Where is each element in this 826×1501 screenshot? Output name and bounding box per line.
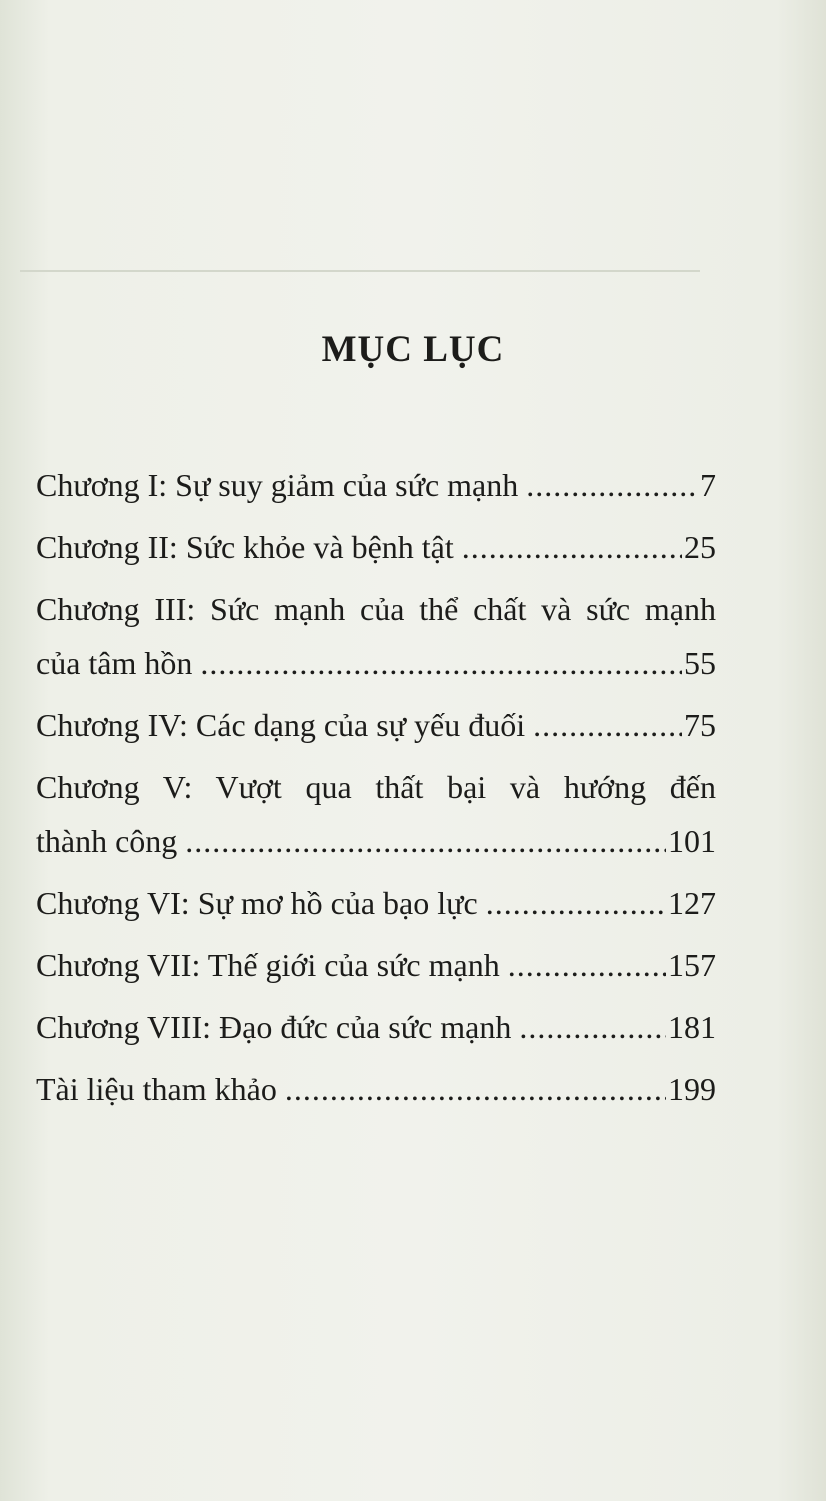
toc-entry-chapter-7: [36, 938, 716, 992]
toc-page-number: 75: [684, 707, 716, 743]
dot-leader: [486, 876, 666, 930]
toc-page-number: 55: [684, 645, 716, 681]
toc-page-number: 157: [668, 947, 716, 983]
toc-entry-title: Chương VI: Sự mơ hồ của bạo lực: [36, 885, 478, 921]
toc-entry-title-line2: của tâm hồn: [36, 645, 193, 681]
table-of-contents: [36, 458, 716, 1116]
toc-entry-title: Chương VIII: Đạo đức của sức mạnh: [36, 1009, 512, 1045]
dot-leader: [508, 938, 666, 992]
toc-entry-chapter-5: [36, 760, 716, 868]
dot-leader: [285, 1062, 666, 1116]
dot-leader: [200, 636, 682, 690]
toc-page-number: 101: [668, 823, 716, 859]
toc-page-number: 181: [668, 1009, 716, 1045]
toc-entry-chapter-3: [36, 582, 716, 690]
dot-leader: [526, 458, 698, 512]
toc-entry-title: Tài liệu tham khảo: [36, 1071, 277, 1107]
toc-page-number: 127: [668, 885, 716, 921]
page-title: MỤC LỤC: [321, 329, 505, 370]
toc-entry-title: Chương I: Sự suy giảm của sức mạnh: [36, 467, 519, 503]
toc-page-number: 7: [700, 467, 716, 503]
dot-leader: [462, 520, 682, 574]
toc-entry-chapter-4: [36, 698, 716, 752]
bleed-through-rule: [20, 270, 700, 272]
dot-leader: [185, 814, 666, 868]
toc-entry-references: [36, 1062, 716, 1116]
toc-page-number: 199: [668, 1071, 716, 1107]
toc-entry-title: Chương VII: Thế giới của sức mạnh: [36, 947, 500, 983]
toc-entry-chapter-1: [36, 458, 716, 512]
dot-leader: [519, 1000, 666, 1054]
toc-entry-chapter-8: [36, 1000, 716, 1054]
toc-entry-chapter-2: [36, 520, 716, 574]
toc-entry-title-line2: thành công: [36, 823, 178, 859]
toc-entry-title: Chương II: Sức khỏe và bệnh tật: [36, 529, 454, 565]
toc-entry-title-line1: Chương III: Sức mạnh của thể chất và sức mạnh: [36, 591, 716, 627]
toc-entry-title: Chương IV: Các dạng của sự yếu đuối: [36, 707, 526, 743]
toc-entry-title-line1: Chương V: Vượt qua thất bại và hướng đến: [36, 769, 716, 805]
toc-entry-chapter-6: [36, 876, 716, 930]
dot-leader: [533, 698, 682, 752]
toc-page-number: 25: [684, 529, 716, 565]
